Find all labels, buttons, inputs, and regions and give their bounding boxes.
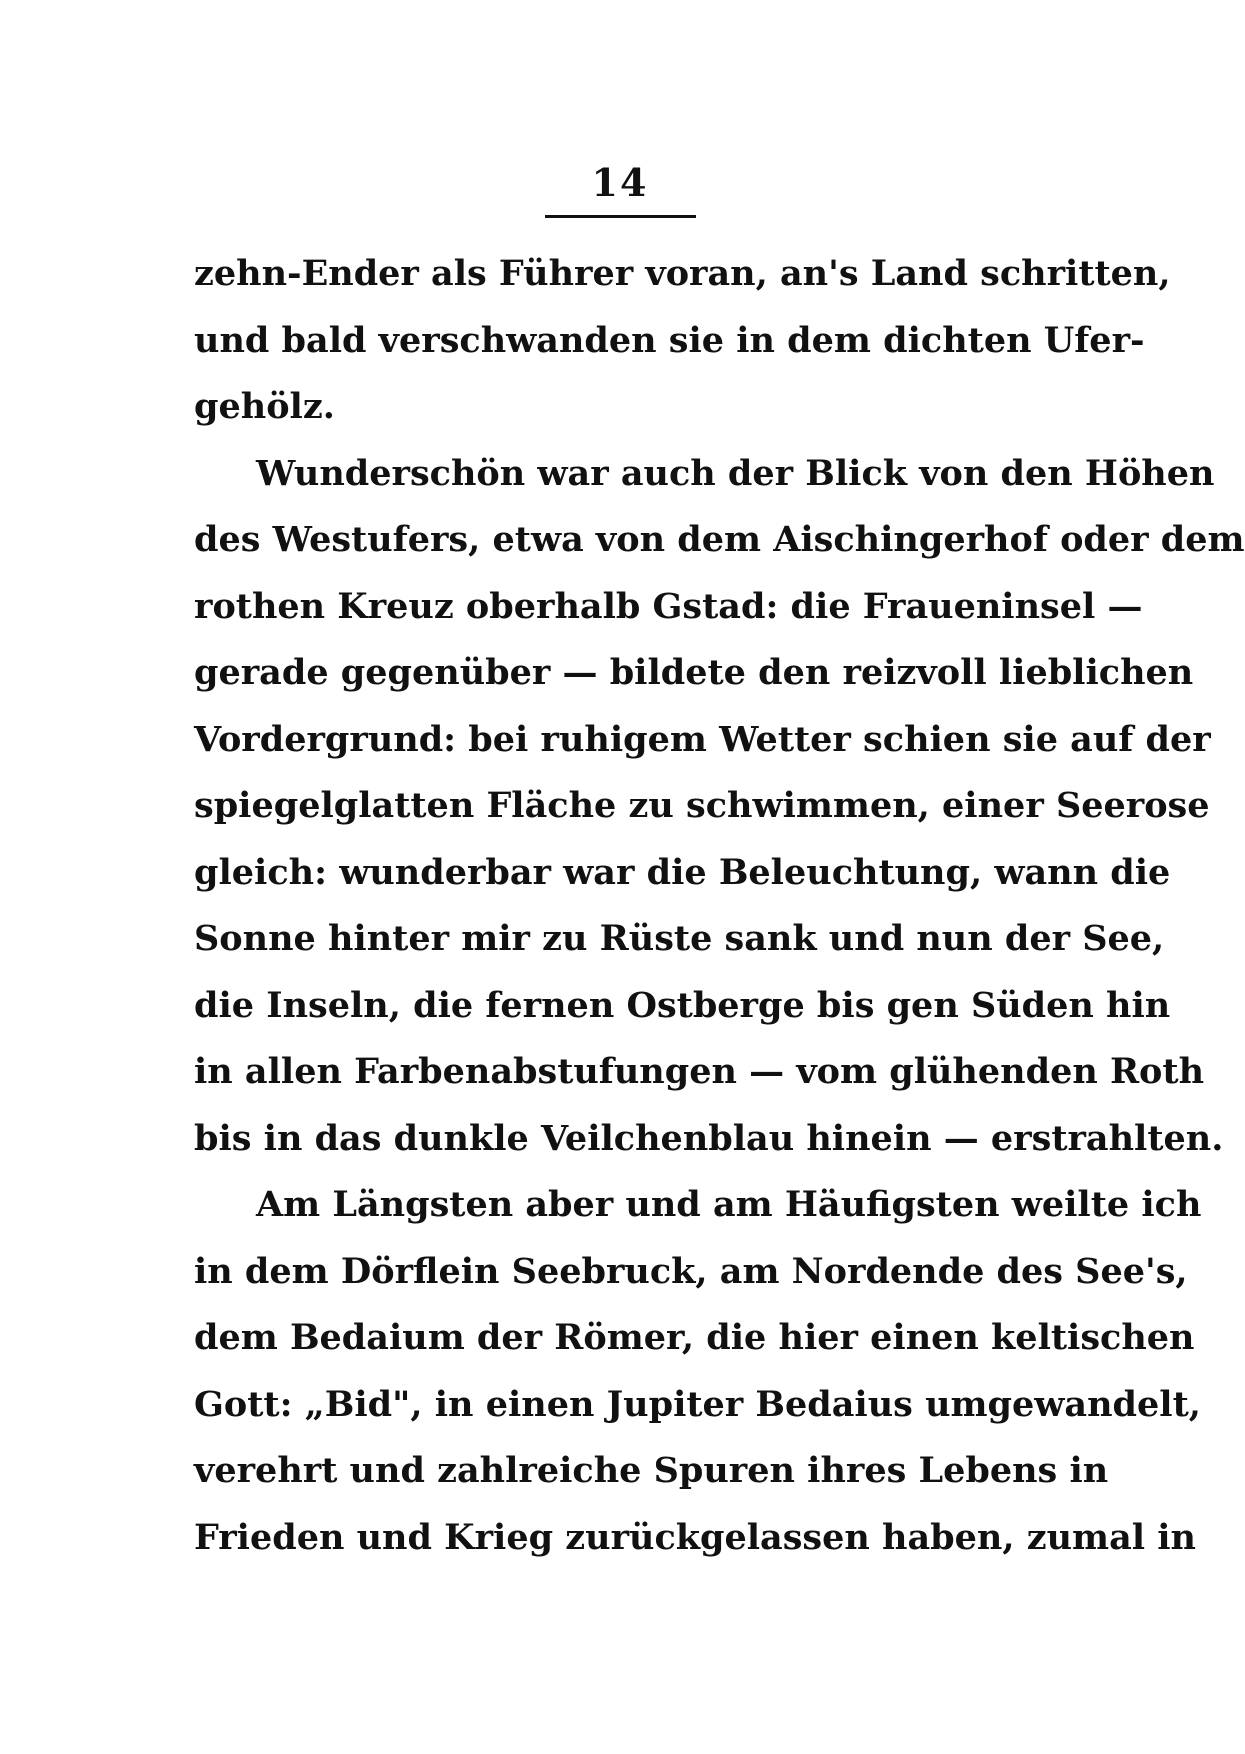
body-text <box>194 241 1245 1571</box>
text-line: gehölz. <box>194 386 335 427</box>
text-line: Am Längsten aber und am Häufigsten weilte ich <box>256 1184 1202 1225</box>
text-line: Vordergrund: bei ruhigem Wetter schien sie auf der <box>194 718 1211 760</box>
text-line: bis in das dunkle Veilchenblau hinein — erstrahlten. <box>194 1117 1224 1159</box>
text-line: dem Bedaium der Römer, die hier einen keltischen <box>194 1317 1195 1358</box>
text-line: Wunderschön war auch der Blick von den Höhen <box>256 452 1215 494</box>
text-line: verehrt und zahlreiche Spuren ihres Lebens in <box>194 1450 1109 1491</box>
text-line: in dem Dörflein Seebruck, am Nordende des See's, <box>194 1250 1188 1292</box>
text-line: des Westufers, etwa von dem Aischingerhof oder dem <box>194 519 1245 560</box>
text-line: Gott: „Bid", in einen Jupiter Bedaius umgewandelt, <box>194 1383 1201 1425</box>
text-line: in allen Farbenabstufungen — vom glühenden Roth <box>194 1051 1205 1092</box>
text-line: Sonne hinter mir zu Rüste sank und nun der See, <box>194 918 1165 959</box>
page-number: 14 <box>591 160 649 205</box>
text-line: rothen Kreuz oberhalb Gstad: die Fraueninsel — <box>194 585 1143 627</box>
text-line: zehn-Ender als Führer voran, an's Land schritten, <box>194 253 1171 294</box>
text-line: gerade gegenüber — bildete den reizvoll lieblichen <box>194 652 1194 693</box>
text-line: und bald verschwanden sie in dem dichten Ufer- <box>194 319 1145 361</box>
text-line: die Inseln, die fernen Ostberge bis gen Süden hin <box>194 984 1171 1026</box>
text-line: gleich: wunderbar war die Beleuchtung, wann die <box>194 851 1171 893</box>
header-rule <box>545 215 696 218</box>
text-line: Frieden und Krieg zurückgelassen haben, zumal in <box>194 1516 1196 1558</box>
text-line: spiegelglatten Fläche zu schwimmen, einer Seerose <box>194 785 1210 826</box>
